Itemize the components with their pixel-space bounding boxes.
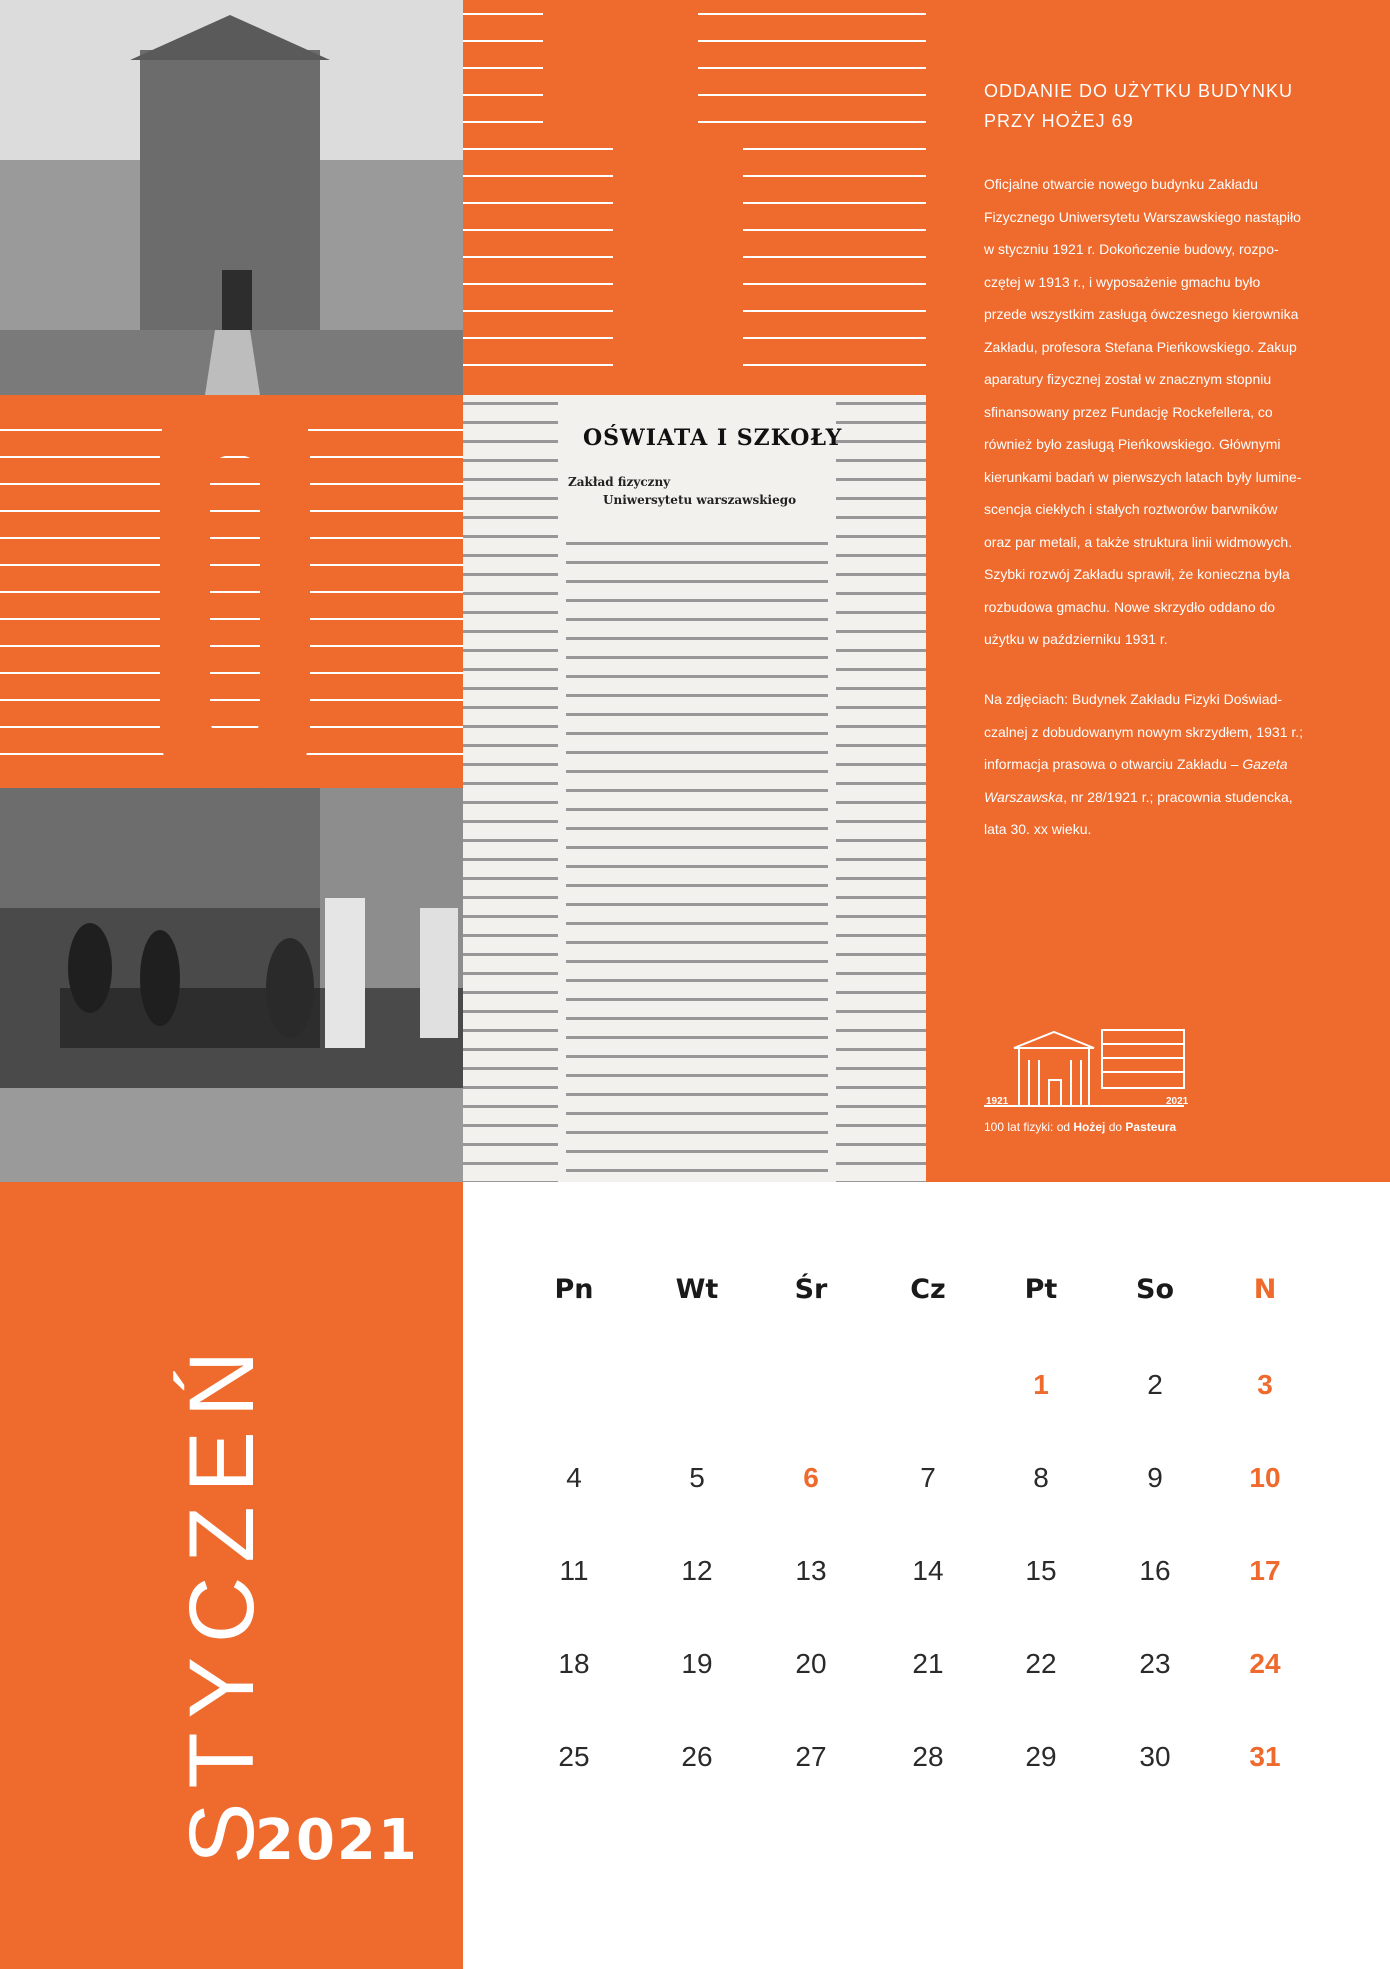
weekday-saturday: So — [1136, 1274, 1174, 1305]
panel-body-line: oraz par metali, a także struktura linii widmowych. — [984, 533, 1293, 550]
calendar-day: 31 — [1249, 1741, 1281, 1772]
logo-tagline — [984, 1120, 1176, 1134]
laboratory-illustration — [0, 788, 463, 1182]
weekday-friday: Pt — [1024, 1274, 1058, 1305]
calendar-day: 29 — [1025, 1741, 1057, 1772]
newspaper-clipping — [463, 395, 926, 1182]
panel-body-line: użytku w październiku 1931 r. — [984, 631, 1168, 647]
panel-body-line: aparatury fizycznej został w znacznym stopniu — [984, 371, 1272, 387]
panel-body-line: Fizycznego Uniwersytetu Warszawskiego nastąpiło — [984, 208, 1301, 225]
calendar-day: 30 — [1139, 1741, 1171, 1772]
calendar-day: 16 — [1139, 1555, 1171, 1586]
calendar-day: 9 — [1147, 1462, 1163, 1493]
calendar-day: 5 — [689, 1462, 705, 1493]
logo-year-end: 2021 — [1166, 1096, 1189, 1107]
calendar-day: 19 — [681, 1648, 713, 1679]
logo-tagline-text: 100 lat fizyki: od — [984, 1120, 1074, 1134]
calendar-day: 26 — [681, 1741, 713, 1772]
weekday-thursday: Cz — [910, 1274, 946, 1305]
calendar-day: 24 — [1249, 1648, 1281, 1679]
calendar-day: 27 — [795, 1741, 827, 1772]
calendar-day: 2 — [1147, 1369, 1163, 1400]
weekday-sunday: N — [1253, 1274, 1277, 1305]
panel-body — [984, 168, 1301, 656]
newspaper-subhead-1: Zakład fizyczny — [568, 475, 671, 489]
calendar-day: 11 — [559, 1555, 589, 1586]
building-illustration — [0, 0, 463, 395]
caption-line — [984, 781, 1303, 814]
calendar-day: 3 — [1257, 1369, 1273, 1400]
calendar-day: 25 — [558, 1741, 590, 1772]
calendar-day: 18 — [558, 1648, 590, 1679]
panel-body-line: również było zasługą Pieńkowskiego. Głównymi — [984, 436, 1281, 452]
calendar-day: 13 — [795, 1555, 827, 1586]
calendar-day: 20 — [795, 1648, 827, 1679]
calendar-day: 17 — [1249, 1555, 1281, 1586]
calendar-day: 28 — [912, 1741, 944, 1772]
calendar-day: 8 — [1033, 1462, 1049, 1493]
weekday-monday: Pn — [554, 1274, 594, 1305]
logo-tagline-pasteura: Pasteura — [1125, 1120, 1177, 1134]
caption-publication: Warszawska — [984, 788, 1064, 805]
panel-body-line: rozbudowa gmachu. Nowe skrzydło oddano do — [984, 598, 1276, 615]
panel-body-line: przede wszystkim zasługą ówczesnego kierownika — [984, 306, 1299, 322]
calendar-day: 4 — [566, 1462, 582, 1493]
caption-line: czalnej z dobudowanym nowym skrzydłem, 1931 r.; — [984, 723, 1304, 740]
weekday-tuesday: Wt — [675, 1274, 719, 1305]
calendar-day: 15 — [1025, 1555, 1057, 1586]
caption-text: , nr 28/1921 r.; pracownia studencka, — [1063, 788, 1293, 805]
digit-stripes-top — [463, 0, 926, 395]
panel-body-line: Oficjalne otwarcie nowego budynku Zakładu — [984, 176, 1258, 192]
digit-stripes-left — [0, 395, 463, 788]
caption-line: Na zdjęciach: Budynek Zakładu Fizyki Doświad- — [984, 691, 1283, 707]
caption-line: lata 30. xx wieku. — [984, 821, 1092, 837]
calendar-day: 7 — [920, 1462, 936, 1493]
calendar-day: 23 — [1139, 1648, 1171, 1679]
weekday-wednesday: Śr — [794, 1274, 828, 1305]
stripe-graphic-left — [0, 395, 463, 788]
calendar-day: 21 — [912, 1648, 944, 1679]
month-name: STYCZEŃ — [171, 1336, 273, 1864]
panel-title — [984, 76, 1293, 136]
year-label: 2021 — [255, 1808, 419, 1873]
logo-year-start: 1921 — [986, 1096, 1009, 1107]
logo-tagline-hoza: Hożej — [1073, 1120, 1106, 1134]
calendar-day: 14 — [912, 1555, 944, 1586]
calendar-grid — [463, 1182, 1390, 1969]
caption-text: informacja prasowa o otwarciu Zakładu – — [984, 756, 1243, 772]
centenary-logo — [984, 1020, 1224, 1140]
calendar-day: 1 — [1033, 1369, 1049, 1400]
panel-body-line: Zakładu, profesora Stefana Pieńkowskiego. Zakup — [984, 338, 1297, 355]
stripe-graphic-top — [463, 0, 926, 395]
newspaper-columns — [463, 395, 926, 1182]
building-photo — [0, 0, 463, 395]
logo-tagline-text: do — [1105, 1120, 1126, 1134]
laboratory-photo — [0, 788, 463, 1182]
calendar-day: 10 — [1249, 1462, 1281, 1493]
description-panel — [926, 0, 1390, 1182]
panel-title-line-2: PRZY HOŻEJ 69 — [984, 111, 1134, 131]
panel-body-line: kierunkami badań w pierwszych latach były lumine- — [984, 468, 1302, 485]
photo-caption — [984, 683, 1303, 846]
calendar-day: 22 — [1025, 1648, 1057, 1679]
panel-body-line: Szybki rozwój Zakładu sprawił, że konieczna była — [984, 566, 1290, 582]
caption-line — [984, 748, 1303, 781]
calendar-day: 6 — [803, 1462, 819, 1493]
newspaper-headline: OŚWIATA I SZKOŁY — [583, 425, 843, 451]
newspaper-subhead-2: Uniwersytetu warszawskiego — [603, 493, 797, 507]
panel-body-line: w styczniu 1921 r. Dokończenie budowy, rozpo- — [984, 241, 1279, 257]
panel-body-line: sfinansowany przez Fundację Rockefellera, co — [984, 403, 1273, 420]
panel-title-line-1: ODDANIE DO UŻYTKU BUDYNKU — [984, 81, 1294, 101]
panel-body-line: czętej w 1913 r., i wyposażenie gmachu było — [984, 273, 1261, 290]
panel-body-line: scencja ciekłych i stałych roztworów barwników — [984, 501, 1278, 517]
caption-publication: Gazeta — [1242, 756, 1288, 772]
calendar-day: 12 — [681, 1555, 713, 1586]
